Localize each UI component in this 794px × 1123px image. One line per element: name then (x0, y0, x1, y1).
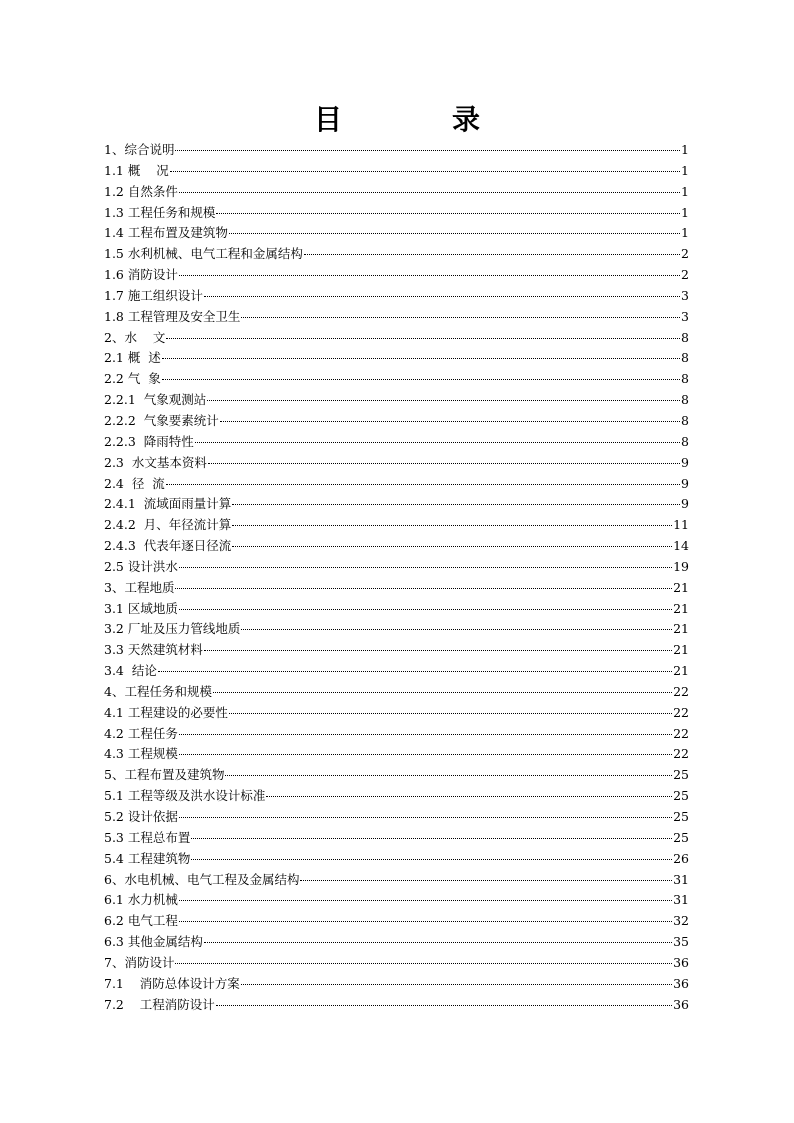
toc-entry-page-number: 1 (681, 142, 689, 157)
toc-dot-leader (179, 567, 672, 568)
toc-dot-leader (220, 421, 680, 422)
toc-entry-label: 4、工程任务和规模 (104, 683, 212, 699)
toc-dot-leader (207, 400, 680, 401)
toc-entry-label: 6.2 电气工程 (104, 913, 178, 929)
toc-dot-leader (179, 192, 680, 193)
toc-entry-page-number: 31 (673, 871, 689, 887)
toc-entry[interactable] (104, 223, 689, 244)
toc-entry-label: 2.2.3 降雨特性 (104, 433, 194, 449)
toc-entry-page-number: 32 (673, 913, 689, 929)
toc-entry[interactable] (104, 682, 689, 703)
toc-dot-leader (232, 546, 672, 547)
toc-entry-page-number: 21 (673, 579, 689, 595)
toc-entry[interactable] (104, 369, 689, 390)
toc-dot-leader (179, 754, 672, 755)
toc-entry-page-number: 36 (673, 954, 689, 970)
toc-entry-label: 6.3 其他金属结构 (104, 934, 203, 950)
toc-entry[interactable] (104, 599, 689, 620)
toc-entry-label: 2.2.1 气象观测站 (104, 392, 207, 408)
toc-entry-page-number: 21 (673, 663, 689, 679)
toc-entry[interactable] (104, 661, 689, 682)
toc-entry-label: 5.2 设计依据 (104, 809, 178, 824)
toc-dot-leader (175, 150, 680, 151)
toc-entry[interactable] (104, 807, 689, 828)
toc-dot-leader (216, 213, 680, 214)
toc-entry[interactable] (104, 619, 689, 640)
toc-entry-page-number: 19 (673, 558, 689, 574)
toc-entry[interactable] (104, 932, 689, 953)
toc-entry-label: 3.2 厂址及压力管线地质 (104, 621, 241, 637)
toc-entry-page-number: 8 (681, 371, 689, 387)
toc-entry-page-number: 3 (681, 287, 689, 303)
toc-dot-leader (162, 358, 680, 359)
toc-entry-label: 1.8 工程管理及安全卫生 (104, 308, 241, 324)
toc-entry-label: 5.4 工程建筑物 (104, 850, 191, 866)
toc-entry[interactable] (104, 724, 689, 745)
toc-entry-page-number: 8 (681, 392, 689, 408)
toc-entry[interactable] (104, 849, 689, 870)
toc-entry-page-number: 22 (673, 704, 689, 720)
toc-entry-page-number: 14 (673, 538, 689, 554)
toc-dot-leader (266, 796, 672, 797)
toc-dot-leader (179, 609, 672, 610)
toc-dot-leader (241, 629, 672, 630)
toc-entry-page-number: 8 (681, 433, 689, 449)
toc-entry-label: 2.4.3 代表年逐日径流 (104, 538, 232, 554)
toc-dot-leader (304, 254, 680, 255)
toc-entry[interactable] (104, 974, 689, 995)
toc-entry[interactable] (104, 390, 689, 411)
toc-entry[interactable] (104, 578, 689, 599)
toc-entry-label: 1.3 工程任务和规模 (104, 204, 216, 220)
toc-entry-label: 3.4 结论 (104, 663, 157, 679)
toc-entry[interactable] (104, 870, 689, 891)
toc-dot-leader (195, 442, 680, 443)
toc-entry-label: 7.1 消防总体设计方案 (104, 975, 240, 991)
toc-entry[interactable] (104, 536, 689, 557)
toc-entry-page-number: 36 (673, 996, 689, 1012)
toc-dot-leader (166, 338, 680, 339)
toc-dot-leader (229, 713, 672, 714)
toc-entry[interactable] (104, 453, 689, 474)
toc-dot-leader (300, 880, 672, 881)
toc-entry-page-number: 35 (673, 934, 689, 950)
toc-entry[interactable] (104, 828, 689, 849)
toc-entry-page-number: 2 (681, 267, 689, 283)
toc-entry-label: 2.4.2 月、年径流计算 (104, 517, 232, 533)
toc-entry-label: 5.3 工程总布置 (104, 829, 191, 845)
toc-entry-page-number: 25 (673, 829, 689, 845)
toc-entry[interactable] (104, 244, 689, 265)
toc-entry-page-number: 9 (681, 496, 689, 512)
toc-entry-label: 6.1 水力机械 (104, 892, 178, 908)
toc-entry-label: 2.4 径 流 (104, 475, 165, 491)
toc-entry[interactable] (104, 203, 689, 224)
toc-dot-leader (241, 317, 680, 318)
toc-dot-leader (208, 463, 680, 464)
toc-dot-leader (166, 484, 680, 485)
toc-entry-page-number: 36 (673, 975, 689, 991)
toc-entry[interactable] (104, 515, 689, 536)
toc-entry[interactable] (104, 286, 689, 307)
toc-dot-leader (213, 692, 672, 693)
toc-entry-page-number: 25 (673, 809, 689, 824)
toc-entry-page-number: 25 (673, 788, 689, 804)
toc-dot-leader (179, 921, 672, 922)
toc-entry-page-number: 11 (673, 517, 689, 533)
toc-entry-page-number: 21 (673, 642, 689, 658)
toc-entry[interactable] (104, 328, 689, 349)
toc-entry-label: 5、工程布置及建筑物 (104, 767, 225, 783)
table-of-contents (104, 140, 689, 1015)
toc-entry-label: 3.1 区域地质 (104, 600, 178, 616)
toc-dot-leader (162, 379, 680, 380)
toc-entry-label: 7.2 工程消防设计 (104, 996, 215, 1012)
toc-entry-page-number: 31 (673, 892, 689, 908)
toc-entry-page-number: 1 (681, 225, 689, 241)
toc-entry-label: 2.2 气 象 (104, 371, 161, 387)
toc-entry[interactable] (104, 411, 689, 432)
toc-entry-label: 1.1 概 况 (104, 162, 169, 178)
toc-entry[interactable] (104, 640, 689, 661)
toc-entry-label: 1.4 工程布置及建筑物 (104, 225, 228, 241)
toc-dot-leader (229, 233, 680, 234)
toc-entry-label: 5.1 工程等级及洪水设计标准 (104, 788, 266, 804)
toc-dot-leader (191, 859, 672, 860)
toc-entry-label: 2.5 设计洪水 (104, 558, 178, 574)
toc-entry-page-number: 1 (681, 204, 689, 220)
toc-entry-page-number: 22 (673, 725, 689, 741)
toc-entry-page-number: 22 (673, 683, 689, 699)
toc-entry[interactable] (104, 995, 689, 1016)
toc-entry[interactable] (104, 765, 689, 786)
toc-entry-page-number: 1 (681, 183, 689, 199)
toc-dot-leader (232, 504, 680, 505)
toc-dot-leader (175, 963, 672, 964)
toc-entry-label: 3、工程地质 (104, 579, 175, 595)
toc-entry-page-number: 9 (681, 475, 689, 491)
toc-entry-page-number: 26 (673, 850, 689, 866)
toc-entry-label: 3.3 天然建筑材料 (104, 642, 203, 658)
toc-entry[interactable] (104, 140, 689, 161)
toc-entry-label: 2.2.2 气象要素统计 (104, 412, 219, 428)
toc-entry[interactable] (104, 911, 689, 932)
toc-dot-leader (170, 171, 680, 172)
toc-entry[interactable] (104, 307, 689, 328)
title-char-1: 目 (313, 103, 342, 136)
toc-entry-label: 4.3 工程规模 (104, 746, 178, 762)
toc-entry[interactable] (104, 182, 689, 203)
toc-entry-label: 4.2 工程任务 (104, 725, 178, 741)
toc-dot-leader (241, 984, 672, 985)
toc-dot-leader (179, 817, 672, 818)
toc-entry-page-number: 21 (673, 600, 689, 616)
toc-entry-label: 1.2 自然条件 (104, 183, 178, 199)
toc-entry-page-number: 8 (681, 412, 689, 428)
toc-dot-leader (175, 588, 672, 589)
toc-entry-label: 2.3 水文基本资料 (104, 454, 207, 470)
toc-entry[interactable] (104, 703, 689, 724)
toc-entry-label: 2、水 文 (104, 329, 166, 345)
toc-dot-leader (179, 734, 672, 735)
toc-entry-label: 6、水电机械、电气工程及金属结构 (104, 871, 300, 887)
toc-dot-leader (158, 671, 672, 672)
toc-entry-page-number: 9 (681, 454, 689, 470)
toc-entry-page-number: 8 (681, 329, 689, 345)
toc-entry-page-number: 1 (681, 162, 689, 178)
toc-dot-leader (191, 838, 672, 839)
toc-entry-label: 1.6 消防设计 (104, 267, 178, 283)
toc-entry-page-number: 25 (673, 767, 689, 783)
toc-entry-label: 7、消防设计 (104, 954, 175, 970)
toc-entry[interactable] (104, 474, 689, 495)
toc-entry-page-number: 2 (681, 246, 689, 262)
toc-entry[interactable] (104, 786, 689, 807)
toc-entry-page-number: 8 (681, 350, 689, 366)
page-title (0, 100, 794, 140)
toc-entry-label: 4.1 工程建设的必要性 (104, 704, 228, 720)
toc-dot-leader (225, 775, 672, 776)
title-char-2: 录 (452, 103, 481, 136)
toc-entry-label: 1、综合说明 (104, 142, 175, 157)
toc-dot-leader (204, 942, 672, 943)
toc-dot-leader (204, 650, 672, 651)
toc-entry[interactable] (104, 432, 689, 453)
toc-dot-leader (232, 525, 672, 526)
toc-entry-page-number: 22 (673, 746, 689, 762)
toc-dot-leader (179, 900, 672, 901)
toc-entry-page-number: 21 (673, 621, 689, 637)
toc-entry[interactable] (104, 953, 689, 974)
toc-entry-label: 2.4.1 流域面雨量计算 (104, 496, 232, 512)
toc-entry[interactable] (104, 890, 689, 911)
toc-dot-leader (179, 275, 680, 276)
toc-entry-label: 1.5 水利机械、电气工程和金属结构 (104, 246, 303, 262)
toc-entry[interactable] (104, 161, 689, 182)
toc-entry[interactable] (104, 744, 689, 765)
toc-entry-label: 1.7 施工组织设计 (104, 287, 203, 303)
toc-entry[interactable] (104, 348, 689, 369)
toc-entry[interactable] (104, 494, 689, 515)
toc-dot-leader (216, 1005, 672, 1006)
toc-dot-leader (204, 296, 680, 297)
toc-entry-label: 2.1 概 述 (104, 350, 161, 366)
toc-entry[interactable] (104, 557, 689, 578)
toc-entry-page-number: 3 (681, 308, 689, 324)
toc-entry[interactable] (104, 265, 689, 286)
